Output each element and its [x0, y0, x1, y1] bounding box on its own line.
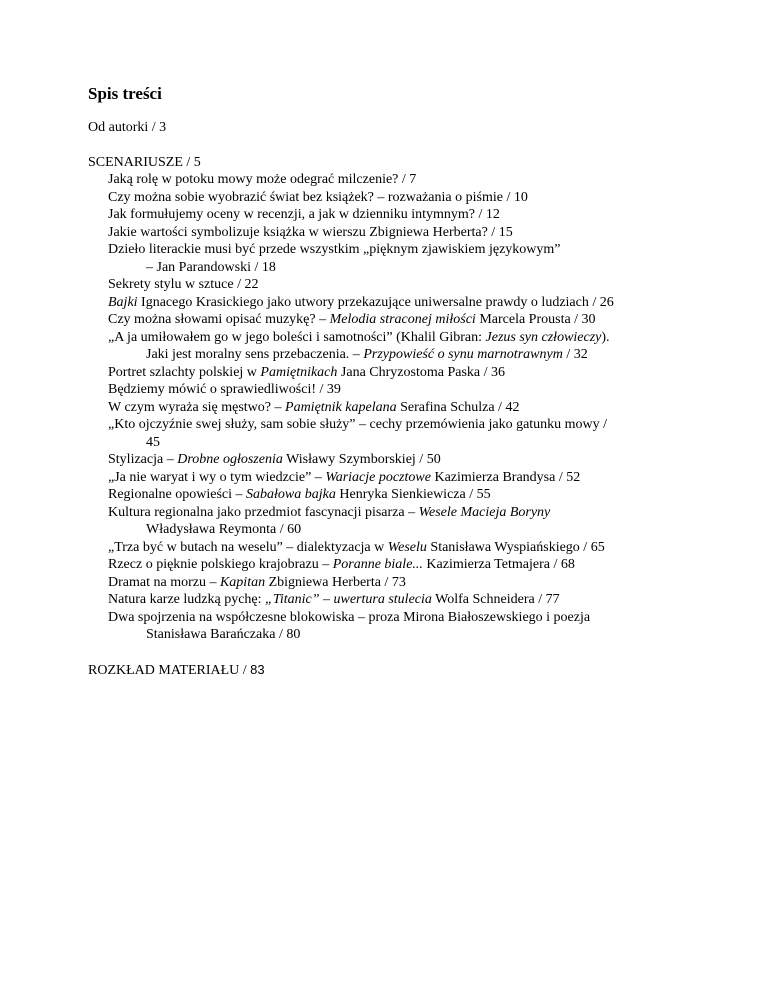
entry-title-italic: Kapitan — [219, 574, 266, 590]
entry-text: Wisławy Szymborskiej / 50 — [282, 452, 441, 467]
entry-text: Marcela Prousta / 30 — [475, 312, 596, 327]
entry-text: „A ja umiłowałem go w jego boleści i samotności” (Khalil Gibran: — [108, 329, 486, 345]
closing-entry — [88, 661, 708, 680]
list-item — [88, 364, 708, 382]
list-item — [88, 399, 708, 417]
entry-title-italic: „Titanic” – uwertura stulecia — [265, 592, 432, 607]
list-item — [88, 381, 708, 399]
entry-text: Regionalne opowieści – — [108, 487, 247, 502]
entry-text: Kazimierza Tetmajera / 68 — [422, 557, 575, 572]
list-item — [88, 591, 708, 609]
entry-text: Jaki jest moralny sens przebaczenia. – — [146, 347, 364, 362]
entry-text: Jak formułujemy oceny w recenzji, a jak w dzienniku intymnym? / 12 — [108, 207, 500, 222]
list-item-continuation — [88, 434, 708, 452]
entry-title-italic: Wariacje pocztowe — [325, 469, 431, 485]
entry-text: „Ja nie waryat i wy o tym wiedzcie” – — [108, 469, 326, 485]
entry-title-italic: Sabałowa bajka — [246, 487, 336, 502]
entry-text: / 32 — [562, 347, 588, 362]
list-item — [88, 556, 708, 574]
entry-text: Wolfa Schneidera / 77 — [431, 592, 560, 607]
list-item-continuation — [88, 626, 708, 644]
entry-text: Czy można sobie wyobrazić świat bez książek? – rozważania o piśmie / 10 — [108, 189, 528, 205]
entry-title-italic: Bajki — [108, 294, 138, 310]
entry-text: Będziemy mówić o sprawiedliwości! / 39 — [108, 382, 341, 397]
intro-entry: Od autorki / 3 — [88, 120, 167, 135]
entry-title-italic: Melodia straconej miłości — [329, 312, 476, 327]
list-item — [88, 329, 708, 347]
list-item — [88, 574, 708, 592]
entry-text: Kultura regionalna jako przedmiot fascynacji pisarza – — [108, 504, 419, 520]
entry-text: 45 — [146, 434, 160, 450]
list-item-continuation — [88, 346, 708, 364]
entries-list — [88, 171, 708, 644]
list-item — [88, 416, 708, 434]
entry-text: Stanisława Wyspiańskiego / 65 — [426, 539, 605, 555]
list-item — [88, 276, 708, 294]
entry-title-italic: Pamiętnikach — [260, 364, 338, 380]
entry-text: Natura karze ludzką pychę: — [108, 592, 266, 607]
entry-text: Czy można słowami opisać muzykę? – — [108, 312, 330, 327]
entry-text: Portret szlachty polskiej w — [108, 364, 261, 380]
entry-title-italic: Jezus syn człowieczy — [485, 329, 602, 345]
list-item — [88, 486, 708, 504]
entry-text: Dwa spojrzenia na współczesne blokowiska – proza Mirona Białoszewskiego i poezja — [108, 609, 591, 625]
entry-text: Rzecz o pięknie polskiego krajobrazu – — [108, 557, 333, 572]
entry-text: Jana Chryzostoma Paska / 36 — [337, 364, 505, 380]
list-item-continuation — [88, 521, 708, 539]
entry-text: Dzieło literackie musi być przede wszystkim „pięknym zjawiskiem językowym” — [108, 242, 561, 257]
list-item — [88, 469, 708, 487]
entry-text: Zbigniewa Herberta / 73 — [265, 574, 406, 590]
entry-text: Henryka Sienkiewicza / 55 — [335, 487, 491, 502]
list-item — [88, 609, 708, 627]
entry-title-italic: Weselu — [387, 539, 427, 555]
entry-title-italic: Poranne biale... — [332, 557, 423, 572]
entry-text: Władysława Reymonta / 60 — [146, 522, 302, 537]
list-item-continuation — [88, 259, 708, 277]
closing-page-number: 83 — [250, 661, 265, 677]
list-item — [88, 311, 708, 329]
entry-text: Sekrety stylu w sztuce / 22 — [108, 277, 259, 292]
entry-text: Jakie wartości symbolizuje książka w wierszu Zbigniewa Herberta? / 15 — [108, 224, 513, 240]
closing-label: ROZKŁAD MATERIAŁU / — [88, 662, 251, 678]
list-item — [88, 504, 708, 522]
entry-title-italic: Przypowieść o synu marnotrawnym — [363, 347, 563, 362]
entry-text: „Kto ojczyźnie swej służy, sam sobie służy” – cechy przemówienia jako gatunku mowy / — [108, 417, 608, 432]
entry-text: – Jan Parandowski / 18 — [146, 259, 276, 275]
table-of-contents — [88, 84, 708, 679]
entry-text: W czym wyraża się męstwo? – — [108, 399, 286, 415]
entry-text: Dramat na morzu – — [108, 574, 220, 590]
entry-text: „Trza być w butach na weselu” – dialektyzacja w — [108, 539, 388, 555]
entry-title-italic: Drobne ogłoszenia — [177, 452, 283, 467]
entry-text: Stanisława Barańczaka / 80 — [146, 627, 301, 642]
entry-title-italic: Wesele Macieja Boryny — [418, 504, 551, 520]
list-item — [88, 451, 708, 469]
entry-title-italic: Pamiętnik kapelana — [285, 399, 397, 415]
entry-text: Ignacego Krasickiego jako utwory przekazujące uniwersalne prawdy o ludziach / 26 — [137, 294, 614, 310]
list-item — [88, 241, 708, 259]
list-item — [88, 206, 708, 224]
entry-text: Stylizacja – — [108, 452, 178, 467]
list-item — [88, 294, 708, 312]
list-item — [88, 189, 708, 207]
entry-text: ). — [601, 329, 610, 345]
page-title: Spis treści — [88, 84, 162, 103]
list-item — [88, 539, 708, 557]
entry-text: Jaką rolę w potoku mowy może odegrać milczenie? / 7 — [108, 172, 417, 187]
list-item — [88, 224, 708, 242]
entry-text: Serafina Schulza / 42 — [396, 399, 520, 415]
entry-text: Kazimierza Brandysa / 52 — [430, 469, 581, 485]
section-heading: SCENARIUSZE / 5 — [88, 154, 201, 170]
list-item — [88, 171, 708, 189]
